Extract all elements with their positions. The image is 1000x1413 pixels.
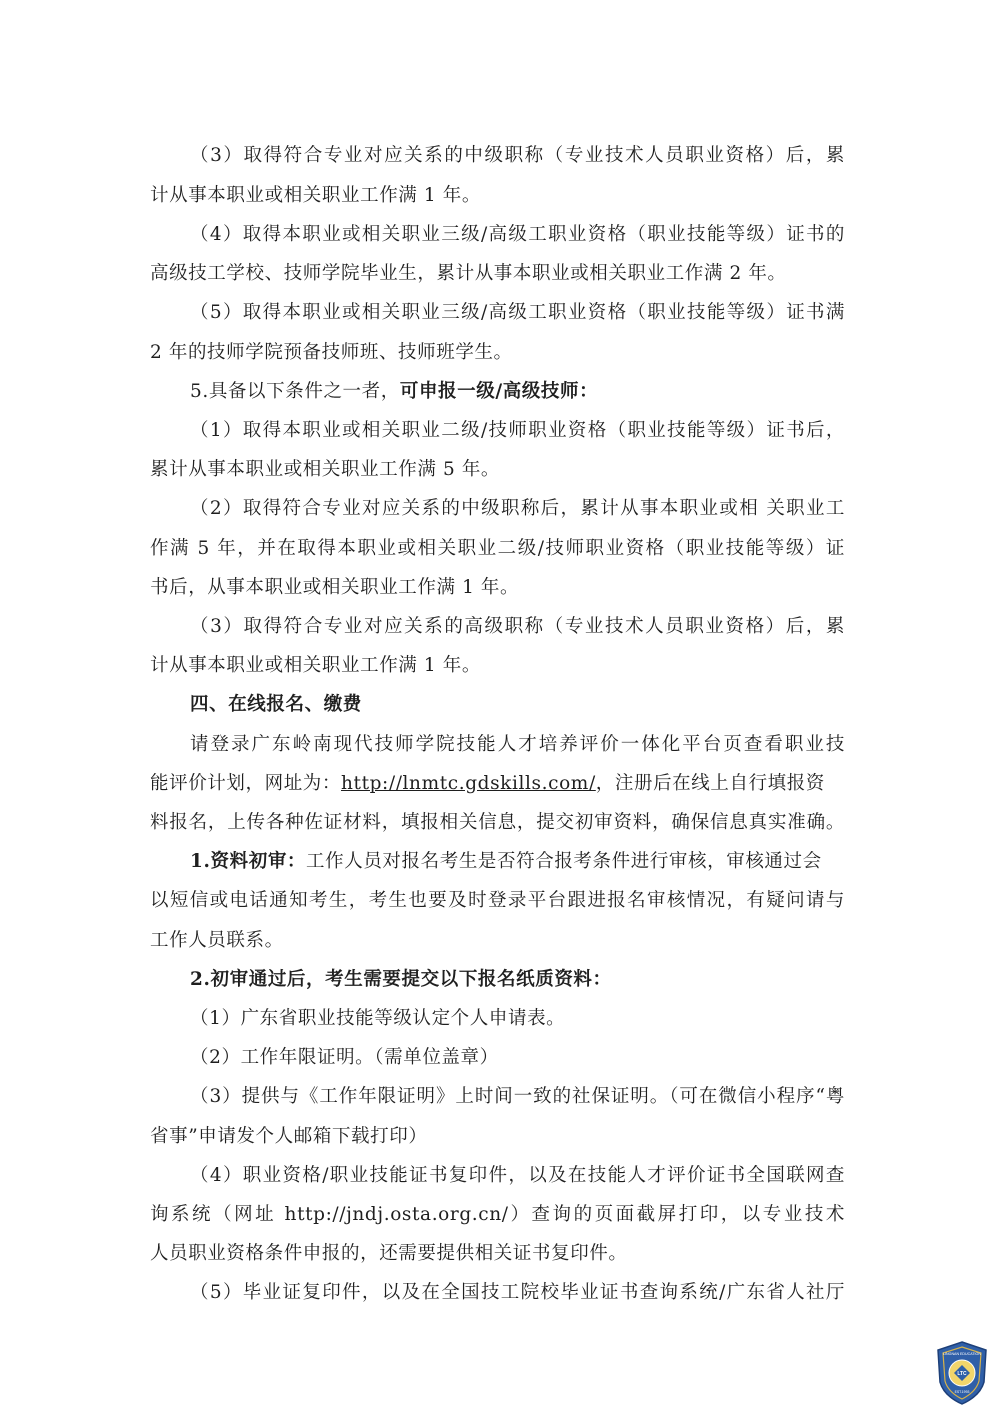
material-4-line-2: 询系统（网址 http://jndj.osta.org.cn/）查询的页面截屏打印，以专业技术 <box>150 1204 845 1225</box>
material-4-line-3: 人员职业资格条件申报的，还需要提供相关证书复印件。 <box>150 1243 628 1264</box>
section-5-heading <box>150 379 845 405</box>
review-line-2: 以短信或电话通知考生，考生也要及时登录平台跟进报名审核情况，有疑问请与 <box>150 890 845 911</box>
platform-url-link[interactable]: http://lnmtc.gdskills.com/ <box>341 773 596 794</box>
material-5-line-1: （5）毕业证复印件，以及在全国技工院校毕业证书查询系统/广东省人社厅 <box>190 1282 845 1303</box>
condition-5-1-line-2: 累计从事本职业或相关职业工作满 5 年。 <box>150 459 501 480</box>
condition-5-2-line-1: （2）取得符合专业对应关系的中级职称后，累计从事本职业或相 关职业工 <box>190 498 845 519</box>
section-5-intro: 5.具备以下条件之一者， <box>190 381 400 402</box>
crest-top-text: LINGNAN EDUCATION <box>943 1352 981 1356</box>
condition-4-5-line-1: （5）取得本职业或相关职业三级/高级工职业资格（职业技能等级）证书满 <box>190 302 845 323</box>
condition-5-2-line-2: 作满 5 年，并在取得本职业或相关职业二级/技师职业资格（职业技能等级）证 <box>150 538 845 559</box>
section-5-level: 可申报一级/高级技师： <box>399 381 599 402</box>
condition-5-1-line-1: （1）取得本职业或相关职业二级/技师职业资格（职业技能等级）证书后， <box>190 420 845 441</box>
condition-5-3-line-2: 计从事本职业或相关职业工作满 1 年。 <box>150 655 481 676</box>
material-4-line-1: （4）职业资格/职业技能证书复印件，以及在技能人才评价证书全国联网查 <box>190 1165 845 1186</box>
material-3-line-2: 省事”申请发个人邮箱下载打印） <box>150 1126 428 1147</box>
crest-bottom-text: EST.1993 <box>954 1390 970 1394</box>
condition-4-4-line-1: （4）取得本职业或相关职业三级/高级工职业资格（职业技能等级）证书的 <box>190 224 845 245</box>
condition-4-4-line-2: 高级技工学校、技师学院毕业生，累计从事本职业或相关职业工作满 2 年。 <box>150 263 787 284</box>
registration-line-2 <box>150 771 845 797</box>
section-heading-online-registration: 四、在线报名、缴费 <box>190 694 362 715</box>
registration-line-1: 请登录广东岭南现代技师学院技能人才培养评价一体化平台页查看职业技 <box>190 734 845 755</box>
registration-line-2-suffix: ，注册后在线上自行填报资 <box>595 773 825 794</box>
material-2: （2）工作年限证明。（需单位盖章） <box>190 1047 499 1068</box>
registration-line-3: 料报名，上传各种佐证材料，填报相关信息，提交初审资料，确保信息真实准确。 <box>150 812 845 833</box>
condition-4-5-line-2: 2 年的技师学院预备技师班、技师班学生。 <box>150 342 513 363</box>
condition-5-3-line-1: （3）取得符合专业对应关系的高级职称（专业技术人员职业资格）后，累 <box>190 616 845 637</box>
review-label: 1.资料初审： <box>190 851 307 872</box>
material-1: （1）广东省职业技能等级认定个人申请表。 <box>190 1008 566 1029</box>
review-line-1 <box>150 849 845 875</box>
paper-materials-heading: 2.初审通过后，考生需要提交以下报名纸质资料： <box>190 969 612 990</box>
review-line-3: 工作人员联系。 <box>150 930 284 951</box>
crest-mid-text: LTC <box>957 1371 967 1377</box>
material-3-line-1: （3）提供与《工作年限证明》上时间一致的社保证明。（可在微信小程序“粤 <box>190 1086 845 1107</box>
condition-5-2-line-3: 书后，从事本职业或相关职业工作满 1 年。 <box>150 577 520 598</box>
registration-line-2-prefix: 能评价计划，网址为： <box>150 773 342 794</box>
school-crest-icon <box>934 1340 990 1406</box>
condition-4-3-line-2: 计从事本职业或相关职业工作满 1 年。 <box>150 185 481 206</box>
review-text: 工作人员对报名考生是否符合报考条件进行审核，审核通过会 <box>306 851 822 872</box>
condition-4-3-line-1: （3）取得符合专业对应关系的中级职称（专业技术人员职业资格）后，累 <box>190 145 845 166</box>
